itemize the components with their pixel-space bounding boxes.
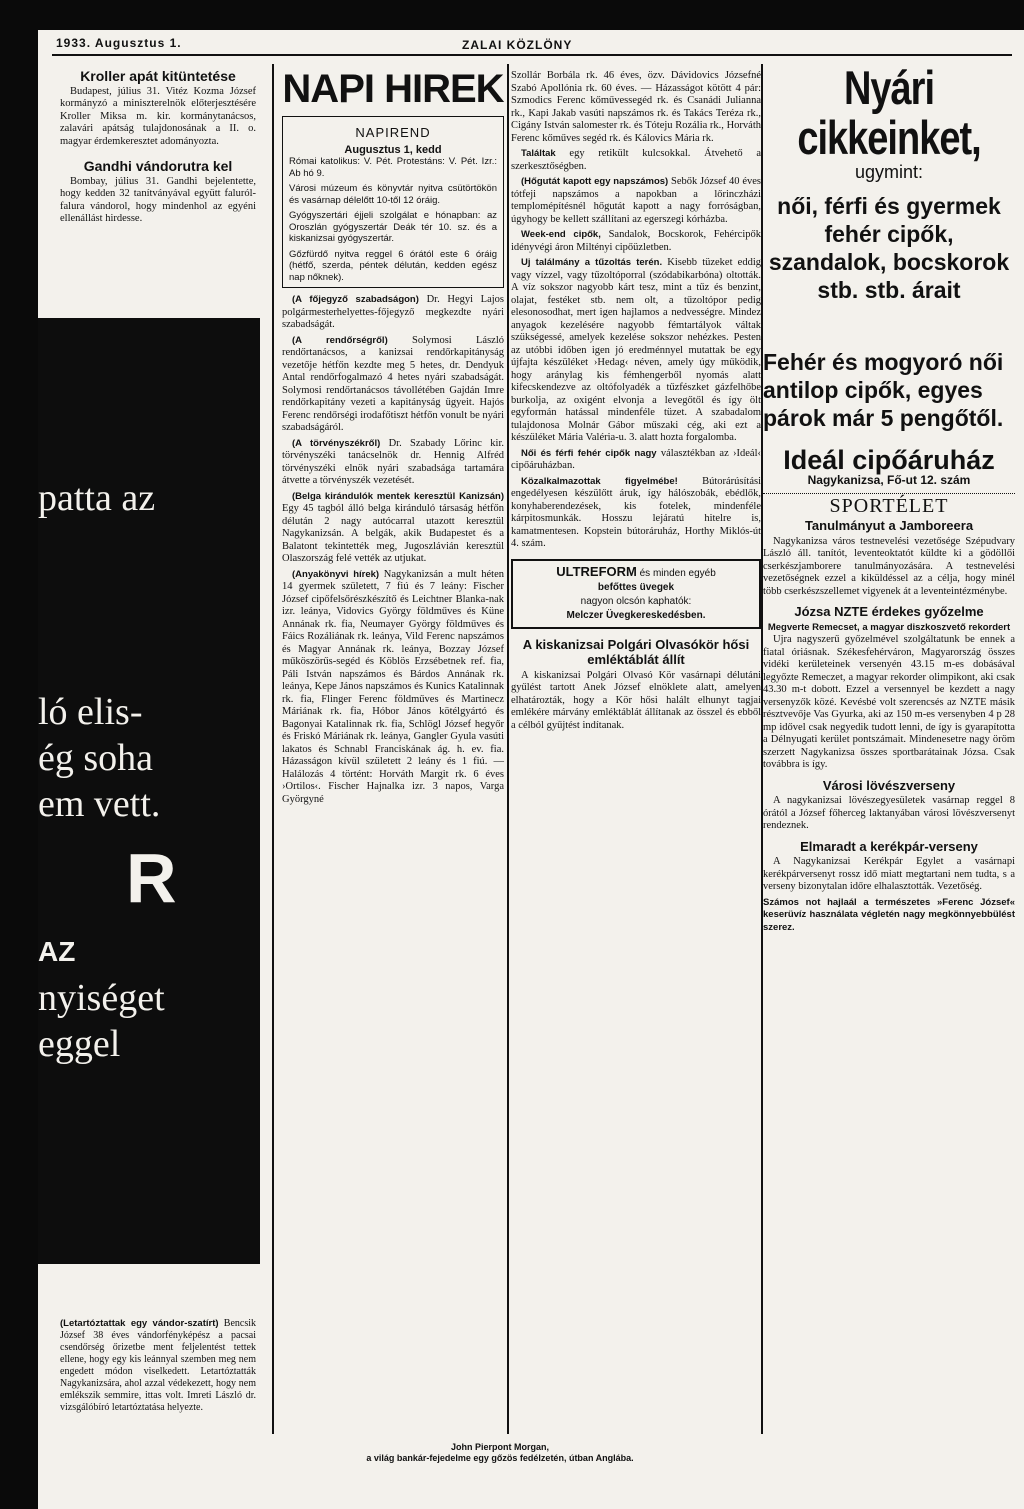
fragment-text: em vett.	[38, 783, 161, 825]
news-item	[511, 257, 761, 445]
issue-date: 1933. Augusztus 1.	[56, 36, 182, 50]
article-lead: Megverte Remecset, a magyar diszkoszvető rekordert	[767, 621, 1011, 633]
ultreform-text: és minden egyéb	[639, 567, 716, 579]
article-text: Bencsik József 38 éves vándorfényképész a pacsai csendőrség őrizetbe ment feljelentést tettek ellene, hogy egy kis leánnyal szemben meg nem engedett módon viselkedett. Letartóztatták Nagykanizsára, ahol azzal védekezett, hogy nem emlékszik semmire, ittas volt. Imreti László dr. vizsgálóbíró letartóztatása helyezte.	[60, 1318, 256, 1413]
news-text: Szollár Borbála rk. 46 éves, özv. Dávidovics Józsefné Szabó Apollónia rk. 60 éves. — Házasságot kötött 4 pár: Szmodics Ferenc kőművessegéd rk. és Csanádi Julianna rk., Kapi Jakab vasúti napszámos rk. és Takács Teréza rk., Cigány István salomester rk. és Tóteju Rozália rk., Horváth Ferenc kőműves segéd rk. és Kálovics Mária rk.	[511, 70, 761, 144]
napirend-muzeum: Városi múzeum és könyvtár nyitva csütörtökön és vasárnap délelőtt 10-től 12 óráig.	[289, 183, 497, 206]
article-text: A Nagykanizsai Kerékpár Egylet a vasárnapi kerékpárversenyt rossz idő miatt megtartani nem tudta, s a verseny bizonytalan időre elhalasztották. Vezetőség.	[763, 856, 1015, 892]
news-lead: Uj találmány a tűzoltás terén.	[521, 257, 663, 268]
header-rule	[52, 54, 1012, 56]
napirend-roman: Római katolikus: V. Pét. Protestáns: V. Pét. Izr.: Ab hó 9.	[289, 156, 497, 179]
column-divider	[507, 64, 509, 1434]
ultreform-ad	[511, 559, 761, 629]
section-title: SPORTÉLET	[829, 494, 949, 517]
column-1	[60, 66, 256, 229]
paper-title: ZALAI KÖZLÖNY	[462, 38, 573, 52]
news-text: egy retikült kulcsokkal. Átvehető a szerkesztőségben.	[511, 148, 761, 172]
ultreform-text: nagyon olcsón kaphatók:	[580, 595, 692, 607]
caption-line: a világ bankár-fejedelme egy gőzös fedélzetén, útban Anglába.	[366, 1453, 634, 1463]
article-title: Tanulmányut a Jamboreera	[804, 518, 974, 533]
news-text: Sebők József 40 éves tótfeji napszámos a napokban a lőrinczházi templomépítésnél hőgutát kapott a nagy forróságban, úgyhogy be kellett szállítani az egerszegi kórházba.	[511, 176, 761, 225]
article-title: Elmaradt a kerékpár-verseny	[800, 838, 978, 854]
fragment-text: patta az	[38, 477, 156, 519]
news-lead: (A törvényszékről)	[292, 437, 381, 449]
news-item	[511, 448, 761, 473]
caption-line: John Pierpont Morgan,	[451, 1442, 549, 1452]
news-item	[282, 569, 504, 807]
ad-headline: Nyári cikkeinket,	[797, 62, 981, 166]
column-3	[511, 70, 761, 735]
ad-sub: ugymint:	[854, 162, 924, 182]
news-lead: (A rendőrségről)	[292, 334, 388, 346]
fragment-text: ló elis-	[38, 691, 143, 733]
article-title: Kroller apát kitüntetése	[80, 68, 236, 84]
ultreform-text: befőttes üvegek	[597, 581, 675, 593]
fragment-letter: R	[126, 839, 177, 917]
article-title: Városi lövészverseny	[822, 777, 956, 793]
article-lead: (Letartóztattak egy vándor-szatírt)	[60, 1318, 219, 1329]
column-1-bottom	[60, 1318, 256, 1414]
article-text: A kiskanizsai Polgári Olvasó Kör vasárnapi délutáni gyűlést tartott Anek József elnöklete alatt, amelyen elhatározták, hogy a Kör hősi halált elhunyt tagjai emlékére márvány emléktáblát állítanak az összel és ebből a célból gyűjtést indítanak.	[511, 669, 761, 731]
news-item	[511, 176, 761, 226]
news-lead: (Hőgutát kapott egy napszámos)	[521, 176, 669, 187]
article-text: Ujra nagyszerű győzelmével szolgáltatunk be ennek a fiatal óriásnak. Székesfehérváron, Magyarország összes vidéki kerületeinek versenyén 43.15 m-es dobásával legyőzte Remeczet, a magyar rekorder olimpikont, aki csak 43.30 m-t dobott. Ezzel a versennyel be kezdett a nagy versenyzők közé. Kevésbé volt szerencsés az NZTE másik résztvevője Vas Gyurka, aki az 150 m-es versenyben 4 p 28 mp idővel csak negyedik tudott lenni, de így is gyarapította a Délnyugati kerület pontszámait. Mindenesetre nagy öröm szerzett Nagykanizsa összes sportbarátainak Józsa. Csak továbbra is így.	[763, 634, 1015, 770]
news-text: Solymosi László rendőrtanácsos, a kanizsai rendőrkapitányság vezetője hétfőn kezdte meg 5 hetes, dr. Dendyuk Antal rendőrfogalmazó 4 hetes nyári szabadságát. Solymosi rendőrtanácsos távollétében Gajdán Imre rendőrkapitány vezeti a kapitányság ügyeit. Hajós Ferenc rendőrségi irodafőtiszt hétfőn vonult be nyári szabadságáról.	[282, 334, 505, 433]
section-masthead: NAPI HIREK	[282, 67, 504, 111]
news-item	[282, 294, 504, 332]
column-divider	[272, 64, 274, 1434]
napirend-gyogyszertar: Gyógyszertári éjjeli szolgálat e hónapban: az Oroszlán gyógyszertár Deák tér 10. sz. és a kiskanizsai gyógyszertár.	[289, 210, 497, 244]
fragment-text: ég soha	[38, 737, 154, 779]
bottom-ad: Számos not hajlaál a természetes »Ferenc József« keserüvíz használata végletén nagy megkönnyebbülést szerez.	[763, 896, 1015, 933]
news-text: Bútorárúsítási engedélyesen készülőtt áruk, így hálószobák, ebédlők, konyhaberendezések, kis fotelek, mindenféle kárpitosmunkák. Hosszu lejáratú hitelre is, kamatmentesen. Kopstein bútoráruház, Horthy Miklós-út 4. szám.	[511, 475, 762, 549]
ultreform-shop: Melczer Üvegkereskedésben.	[566, 609, 706, 621]
news-item	[511, 148, 761, 173]
news-text: választékban az ›Ideál‹ cipőáruházban.	[511, 447, 762, 471]
ad-offer: Fehér és mogyoró női antilop cipők, egyes párok már 5 pengőtől.	[763, 349, 1004, 431]
dark-ad-block	[38, 318, 260, 1264]
ultreform-brand: ULTREFORM	[556, 563, 637, 579]
photo-caption	[300, 1442, 700, 1464]
news-lead: (Anyakönyvi hírek)	[292, 568, 380, 580]
article-title: Gandhi vándorutra kel	[83, 158, 233, 174]
fragment-text: eggel	[38, 1023, 121, 1065]
news-lead: (Belga kirándulók mentek keresztül Kanizsán)	[292, 490, 504, 502]
news-text: Nagykanizsán a mult héten 14 gyermek született, 7 fiú és 7 leány: Fischer József cipőfelsőrészkészítő és Leichtner Blanka-nak izr. leánya, Vidovics György földműves és Küne Annának rk. fia, Neumayer György földműves és Fáics Rozáliának rk. leánya, Vild Ferenc napszámos és Magyar Annának rk. leánya, Bozzay József műköszörűs-segéd és Köblös Erzsébetnek ref. fia, Páli István napszámos és Bárdos Annának rk. leánya, Kepe János napszámos és Kunics Katalinnak rk. fia, Flinger Ferenc földműves és Martinecz Máriának rk. fia, Hóbor János kötélgyártó és Bagonyai Katalinnak rk. fia, Schlögl József hegyőr és Friskó Máriának rk. leánya, Gangler Gyula vasúti lakatos és Schnabl Franciskának ág. h. ev. fia. Házasságon kívül született 2 leány és 1 fiú. — Halálozás 4 történt: Horváth Margit rk. 6 éves ›Ortilos‹. Fischer Hajnalka izr. 3 napos, Varga Györgyné	[282, 568, 504, 805]
article-text: Nagykanizsa város testnevelési vezetősége Szépudvary László áll. tanítót, leventeoktatót küldte ki a gödöllői cserkészjamborere tanulmányozására. A testnevelési vezetőségnek ezzel a kiküldéssel az a célja, hogy minél több cserkészszellemet vigyenek át a leventeintézménybe.	[763, 535, 1015, 597]
news-text: Sandalok, Bocskorok, Fehércipők idényvégi áron Miltényi cipőüzletben.	[511, 229, 762, 253]
news-lead: Week-end cipők,	[521, 229, 601, 240]
news-item	[282, 438, 504, 488]
column-4	[763, 64, 1015, 937]
napirend-box	[282, 116, 504, 288]
napirend-title: NAPIREND	[355, 125, 431, 140]
news-lead: Találtak	[521, 148, 556, 159]
news-text: Dr. Hegyi Lajos polgármesterhelyettes-főjegyző megkezdte nyári szabadságát.	[282, 294, 505, 330]
news-item	[282, 491, 504, 566]
article-text: A nagykanizsai lövészegyesületek vasárnap reggel 8 órától a József főherceg laktanyában városi lövészversenyt rendeznek.	[763, 795, 1015, 831]
news-lead: (A főjegyző szabadságon)	[292, 294, 419, 305]
article-title: A kiskanizsai Polgári Olvasókör hősi emléktáblát állít	[522, 636, 750, 667]
page-edge	[0, 0, 38, 1509]
news-text: Egy 45 tagból álló belga kiránduló társaság hétfőn délután 2 nagy autócarral utazott keresztül Nagykanizsán. A belgák, akik Budapestet és a Balatont tekintették meg, Jugoszlávián keresztül Olaszország felé vették az utjukat.	[282, 503, 504, 564]
fragment-text: nyiséget	[38, 977, 165, 1019]
article-text: Bombay, július 31. Gandhi bejelentette, hogy kedden 32 tanítványával együtt faluról-falura vándorol, hogy mindenhol az egyéni ellenállást hirdesse.	[60, 175, 256, 224]
news-text: Kisebb tüzeket eddig vagy vízzel, vagy tűzoltóporral (szódabikarbóna) oltották. A víz sokszor nagyobb kárt tesz, mint a tűz és benzint, olajat, festéket stb. nem olt, a tűzoltópor pedig elesonosodhat, mert igen hajlamos a nedvességre. Mindez anyagok kezelésére nagyobb fémtartályok váltak szükségessé, amelyek kezelése sokszor nehézkes. Pesten az utóbbi időben igen jó eredménnyel mutattak be egy újfajta készüléket ›Hedag‹ néven, amely úgy működik, hogy aránylag kis fémhengerből nyomás alatt kifecskendezve az oltófolyadék a tűzfészket gázfelhőbe burkolja, az oxigént elvonja a levegőtől és így ölt egyformán hatással mindenféle tüzet. A szabadalom tulajdonosa Molnár Gábor műszaki cég, aki ezt a készüléket Mária Valéria-u. 3. alatt hozta forgalomba.	[511, 257, 762, 443]
article-text: Budapest, július 31. Vitéz Kozma József kormányzó a miniszterelnök előterjesztésére Kroller Miksa m. kir. kormánytanácsos, zalavári apátság tulajdonosának a II. o. magyar érdemkeresztet adományozta.	[60, 85, 256, 147]
article-title: Józsa NZTE érdekes győzelme	[794, 604, 984, 619]
fragment-text: AZ	[38, 936, 76, 967]
ad-address: Nagykanizsa, Fő-ut 12. szám	[807, 473, 971, 487]
news-text: Dr. Szabady Lőrinc kir. törvényszéki tanácselnök dr. Hennig Alfréd törvényszéki elnök nyári szabadsága tartamára átvette a törvényszék vezetését.	[282, 437, 504, 486]
napirend-date: Augusztus 1, kedd	[344, 143, 442, 156]
news-item	[511, 476, 761, 551]
napirend-gozfurdo: Gőzfürdő nyitva reggel 6 órától este 6 óráig (hétfő, szerda, péntek délután, kedden egész nap nőknek).	[289, 248, 497, 283]
news-lead: Női és férfi fehér cipők nagy	[521, 447, 657, 459]
column-2	[282, 68, 504, 809]
ad-shop: Ideál cipőáruház	[783, 445, 995, 475]
ad-items: női, férfi és gyermek fehér cipők, szandalok, bocskorok stb. stb. árait	[768, 193, 1010, 303]
news-item	[282, 335, 504, 435]
divider	[763, 493, 1015, 494]
news-lead: Közalkalmazottak figyelmébe!	[521, 475, 678, 487]
news-item	[511, 229, 761, 254]
